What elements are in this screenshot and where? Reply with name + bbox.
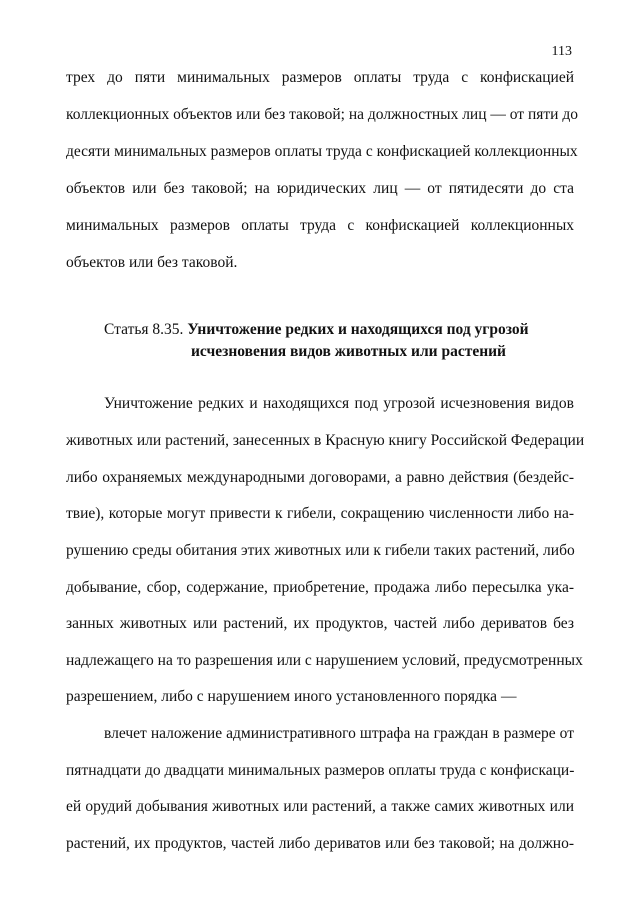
text-line: объектов или без таковой.: [66, 254, 238, 271]
article-title-line2: исчезновения видов животных или растений: [191, 343, 506, 360]
text-line: надлежащего на то разрешения или с нарушением условий, предусмотренных: [66, 652, 583, 669]
text-line: влечет наложение административного штрафа на граждан в размере от: [104, 725, 574, 742]
text-line: разрешением, либо с нарушением иного установленного порядка —: [66, 688, 517, 705]
text-line: объектов или без таковой; на юридических лиц — от пятидесяти до ста: [66, 180, 574, 197]
text-line: коллекционных объектов или без таковой; на должностных лиц — от пяти до: [66, 106, 578, 123]
article-number: Статья 8.35.: [104, 321, 184, 338]
text-line: растений, их продуктов, частей либо дериватов или без таковой; на должно-: [66, 835, 574, 852]
text-line: добывание, сбор, содержание, приобретение, продажа либо пересылка ука-: [66, 579, 574, 596]
text-line: Уничтожение редких и находящихся под угрозой исчезновения видов: [104, 395, 574, 412]
text-line: занных животных или растений, их продуктов, частей либо дериватов без: [66, 615, 574, 632]
text-line: десяти минимальных размеров оплаты труда с конфискацией коллекционных: [66, 143, 578, 160]
text-line: трех до пяти минимальных размеров оплаты труда с конфискацией: [66, 69, 574, 86]
text-line: рушению среды обитания этих животных или к гибели таких растений, либо: [66, 542, 575, 559]
text-line: ей орудий добывания животных или растений, а также самих животных или: [66, 798, 574, 815]
page-number: 113: [551, 44, 572, 59]
text-line: твие), которые могут привести к гибели, сокращению численности либо на-: [66, 505, 574, 522]
text-line: минимальных размеров оплаты труда с конфискацией коллекционных: [66, 217, 574, 234]
text-line: животных или растений, занесенных в Красную книгу Российской Федерации: [66, 432, 585, 449]
article-title-line1: Уничтожение редких и находящихся под угрозой: [187, 321, 529, 338]
text-line: либо охраняемых международными договорами, а равно действия (бездейс-: [66, 469, 574, 486]
text-line: пятнадцати до двадцати минимальных размеров оплаты труда с конфискаци-: [66, 762, 575, 779]
